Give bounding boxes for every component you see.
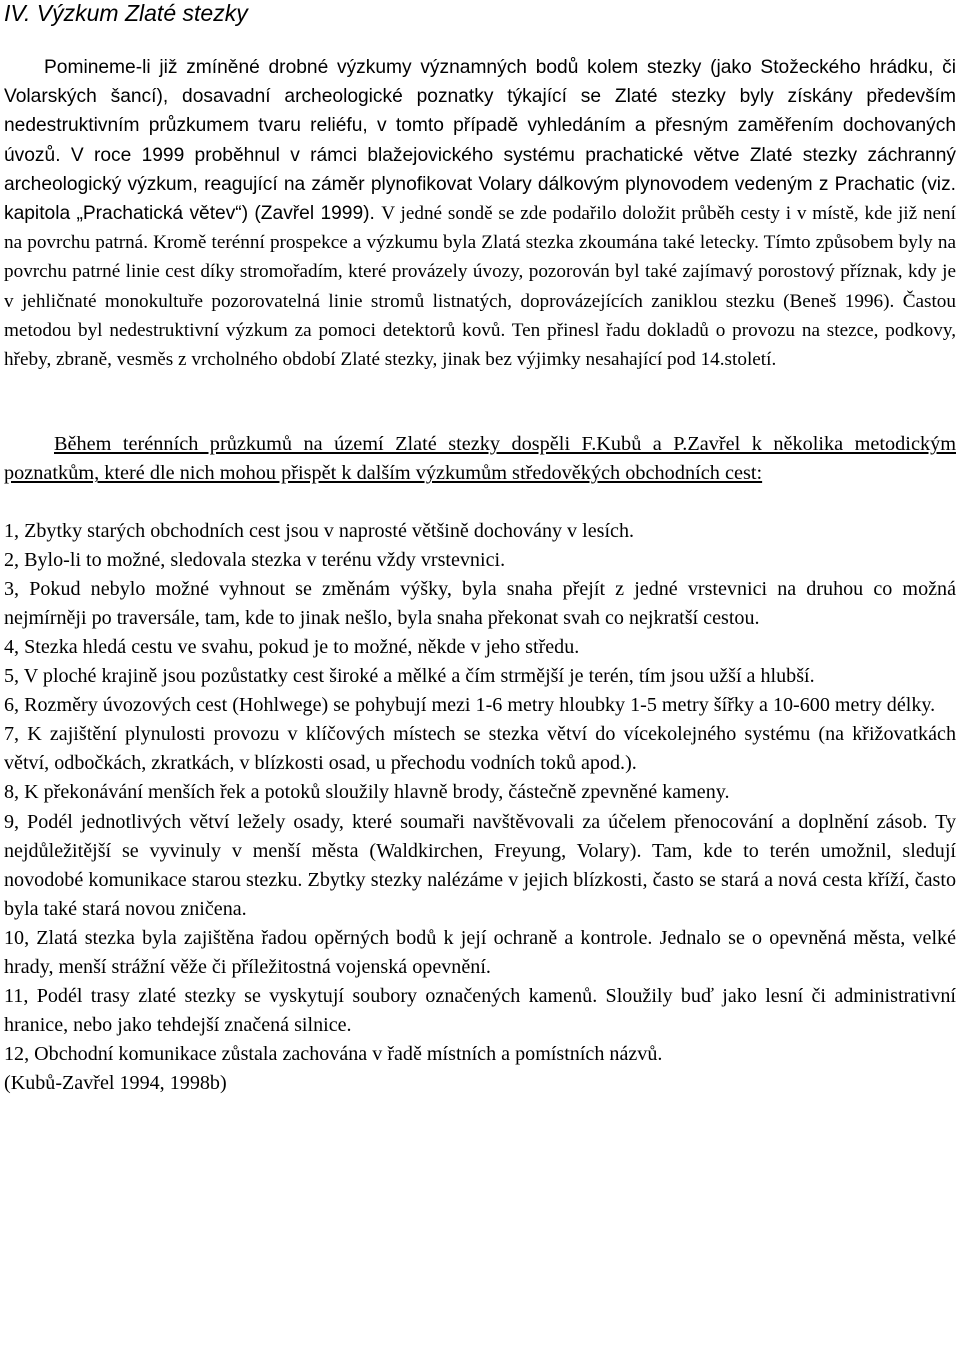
source-citation: (Kubů-Zavřel 1994, 1998b)	[4, 1072, 227, 1095]
list-item: 5, V ploché krajině jsou pozůstatky cest široké a mělké a čím strmější je terén, tím jsou užší a hlubší.	[4, 665, 815, 688]
list-item: 7, K zajištění plynulosti provozu v klíčových místech se stezka větví do vícekolejného systému (na křižovatkách větví, odbočkách, zkratkách, v blízkosti osad, u přechodu vodních toků apod.).	[4, 723, 956, 775]
list-item: 1, Zbytky starých obchodních cest jsou v naprosté většině dochovány v lesích.	[4, 519, 635, 542]
section-heading: IV. Výzkum Zlaté stezky	[4, 0, 248, 26]
methods-intro: Během terénních průzkumů na území Zlaté stezky dospěli F.Kubů a P.Zavřel k několika metodickým poznatkům, které dle nich mohou přispět k dalším výzkumům středověkých obchodních cest:	[4, 433, 956, 485]
list-item: 3, Pokud nebylo možné vyhnout se změnám výšky, byla snaha přejít z jedné vrstevnici na druhou co možná nejmírněji po traversále, tam, kde to jinak nešlo, byla snaha překonat svah co nejkratší cestou.	[4, 577, 956, 629]
intro-text-sans: Pomineme-li již zmíněné drobné výzkumy významných bodů kolem stezky (jako Stožeckého hrádku, či Volarských šancí), dosavadní archeologické poznatky týkající se Zlaté stezky byly získány především nedestruktivním průzkumem tvaru reliéfu, v tomto případě vyhledáním a přesným zaměřením dochovaných úvozů. V roce 1999 proběhnul v rámci blažejovického systému prachatické větve Zlaté stezky záchranný archeologický výzkum, reagující na záměr plynofikovat Volary dálkovým plynovodem vedeným z Prachatic (viz. kapitola „Prachatická větev“) (Zavřel 1999).	[4, 57, 956, 225]
list-item: 10, Zlatá stezka byla zajištěna řadou opěrných bodů k její ochraně a kontrole. Jednalo se o opevněná města, velké hrady, menší strážní věže či příležitostná vojenská opevnění.	[4, 926, 956, 979]
intro-text-serif: V jedné sondě se zde podařilo doložit průběh cesty i v místě, kde již není na povrchu patrná. Kromě terénní prospekce a výzkumu byla Zlatá stezka zkoumána také letecky. Tímto způsobem byly na povrchu patrné linie cest díky stromořadím, které provázely úvozy, pozorován byl také zajímavý porostový příznak, kdy je v jehličnaté monokultuře pozorovatelná linie stromů listnatých, doprovázejících zaniklou stezku (Beneš 1996). Častou metodou byl nedestruktivní výzkum za pomoci detektorů kovů. Ten přinesl řadu dokladů o provozu na stezce, podkovy, hřeby, zbraně, vesměs z vrcholného období Zlaté stezky, jinak bez výjimky nesahající pod 14.století.	[4, 203, 956, 371]
list-item: 9, Podél jednotlivých větví ležely osady, které soumaři navštěvovali za účelem přenocování a doplnění zásob. Ty nejdůležitější se vyvinuly v menší města (Waldkirchen, Freyung, Volary). Tam, kde to terén umožnil, sledují novodobé komunikace starou stezku. Zbytky stezky nalézáme v jejich blízkosti, často se stará a nová cesta kříží, často byla také stará novou zničena.	[4, 810, 956, 920]
list-item: 12, Obchodní komunikace zůstala zachována v řadě místních a pomístních názvů.	[4, 1043, 663, 1066]
list-item: 8, K překonávání menších řek a potoků sloužily hlavně brody, částečně zpevněné kameny.	[4, 781, 730, 804]
intro-paragraph	[4, 53, 956, 374]
findings-list	[4, 517, 956, 1070]
list-item: 6, Rozměry úvozových cest (Hohlwege) se pohybují mezi 1-6 metry hloubky 1-5 metry šířky a 10-600 metry délky.	[4, 694, 936, 717]
list-item: 2, Bylo-li to možné, sledovala stezka v terénu vždy vrstevnici.	[4, 548, 506, 571]
list-item: 4, Stezka hledá cestu ve svahu, pokud je to možné, někde v jeho středu.	[4, 636, 580, 659]
list-item: 11, Podél trasy zlaté stezky se vyskytují soubory označených kamenů. Sloužily buď jako lesní či administrativní hranice, nebo jako tehdejší značená silnice.	[4, 985, 956, 1037]
